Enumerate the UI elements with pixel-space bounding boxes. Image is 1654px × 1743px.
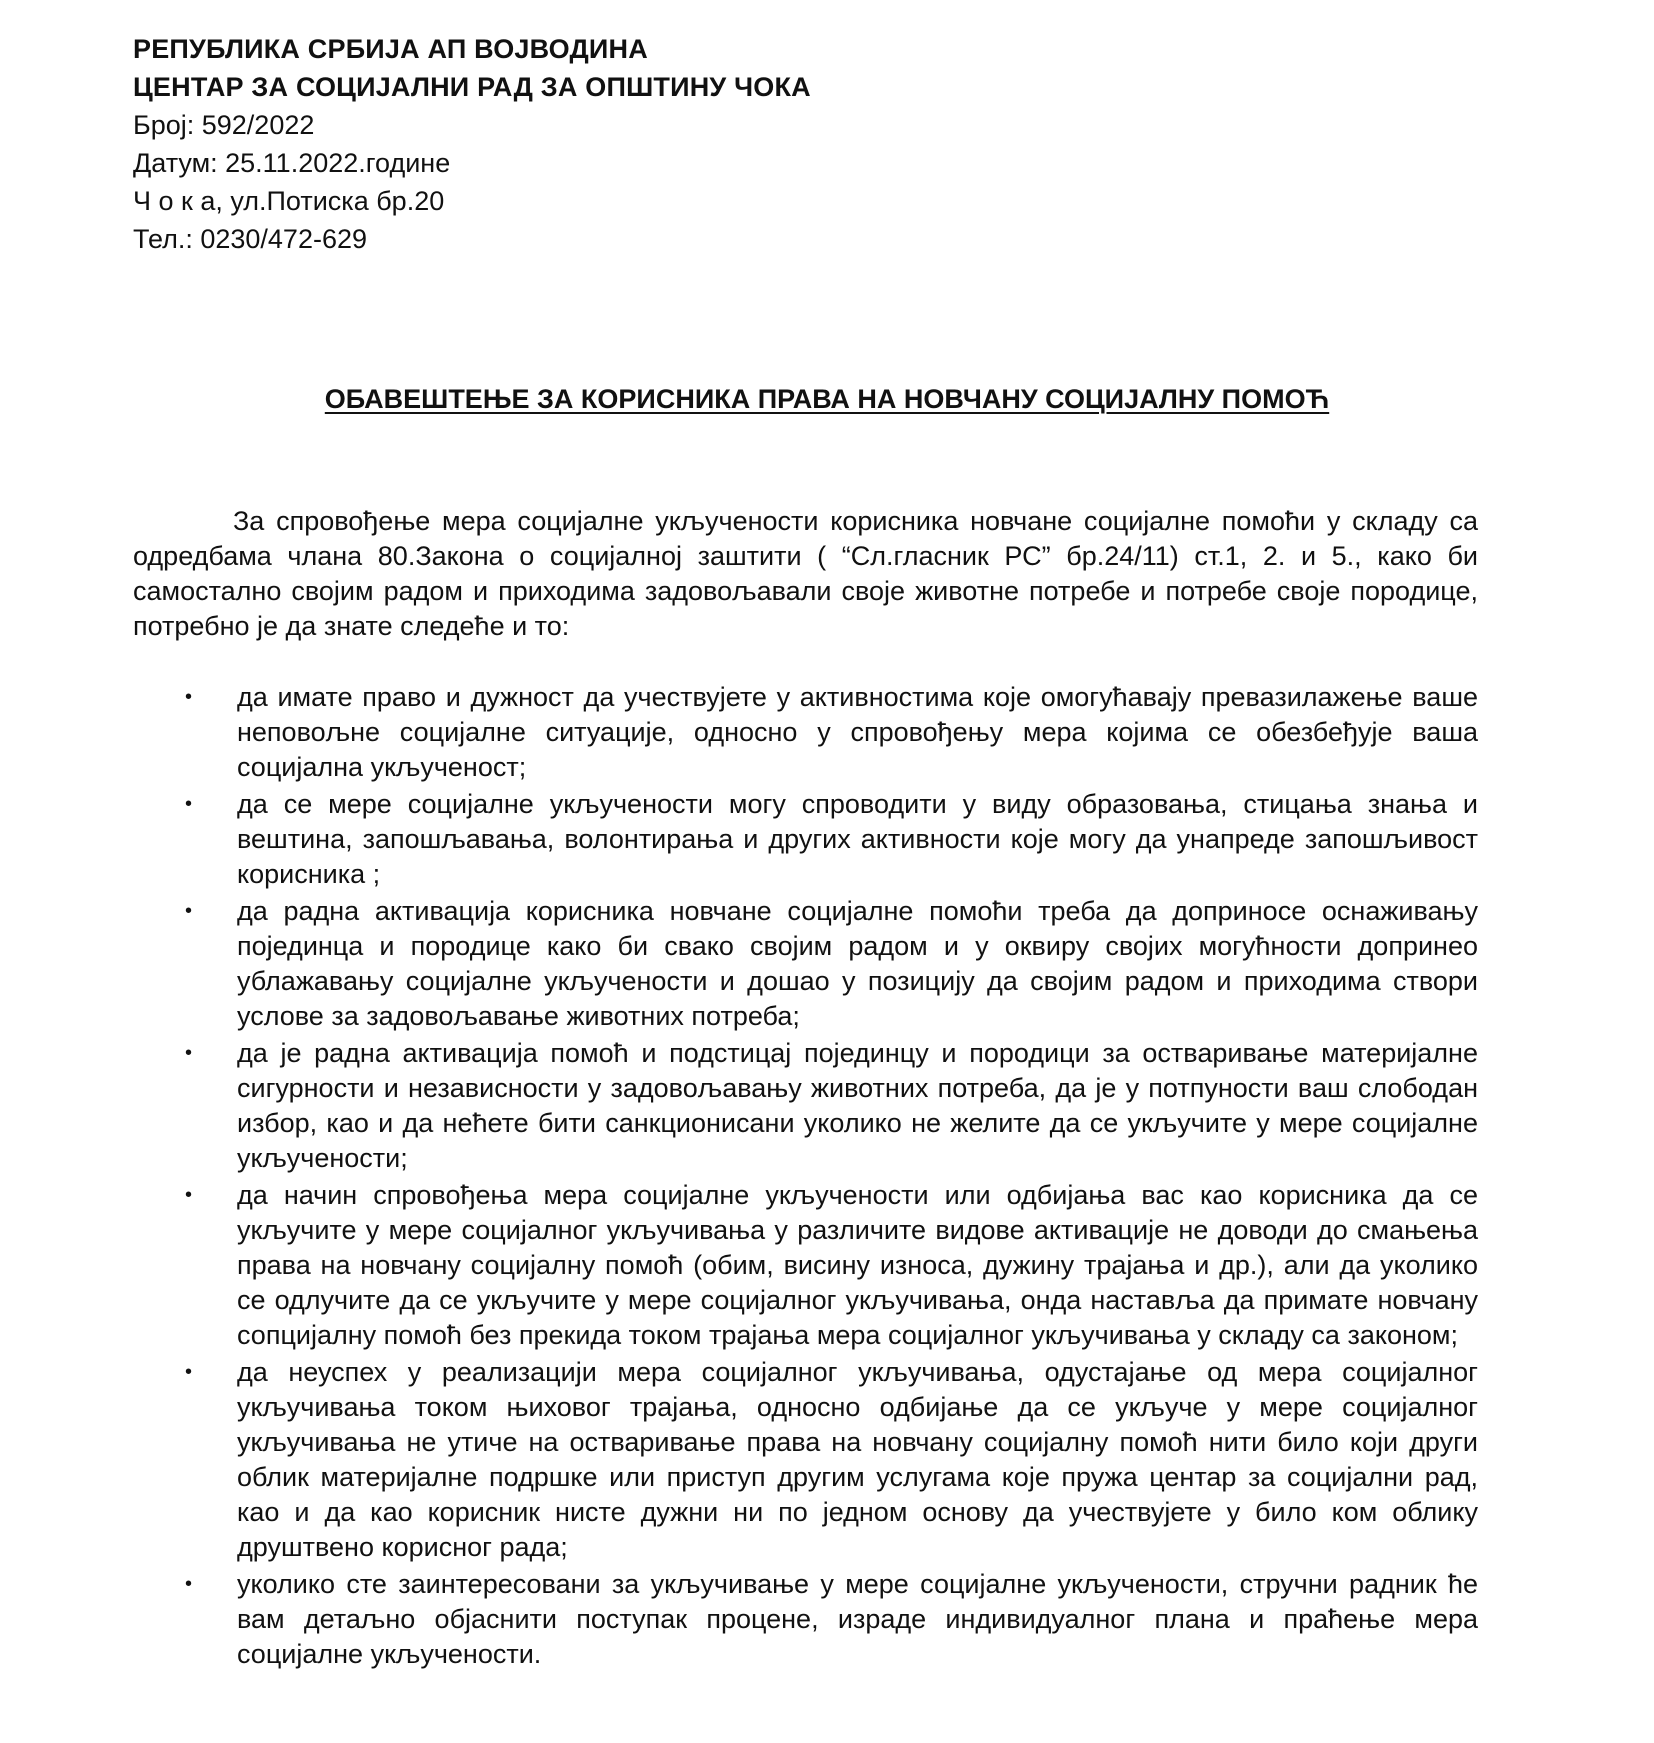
- list-item-text: да радна активација корисника новчане социјалне помоћи треба да доприносе оснаживању појединца и породице како би свако својим радом и у оквиру својих могућности допринео ублажавању социјалне укључености и дошао у позицију да својим радом и приходима створи услове за задовољавање животних потреба;: [237, 896, 1478, 1031]
- list-item: [133, 787, 1478, 892]
- list-item-text: да имате право и дужност да учествујете у активностима које омогућавају превазилажење ваше неповољне социјалне ситуације, односно у спровођењу мера којима се обезбеђује ваша социјална укљученост;: [237, 682, 1478, 782]
- list-item: [133, 894, 1478, 1034]
- document-title-wrapper: [0, 384, 1654, 415]
- document-title: ОБАВЕШТЕЊЕ ЗА КОРИСНИКА ПРАВА НА НОВЧАНУ СОЦИЈАЛНУ ПОМОЋ: [324, 384, 1330, 414]
- list-item: [133, 1036, 1478, 1176]
- office-phone: Тел.: 0230/472-629: [133, 224, 368, 254]
- intro-paragraph: За спровођење мера социјалне укључености корисника новчане социјалне помоћи у складу са одредбама члана 80.Закона о социјалној заштити ( “Сл.гласник РС” бр.24/11) ст.1, 2. и 5., како би самостално својим радом и приходима задовољавали своје животне потребе и потребе своје породице, потребно је да знате следеће и то:: [133, 506, 1478, 641]
- bullet-list: [133, 680, 1478, 1674]
- bullet-icon: •: [185, 1361, 193, 1383]
- document-date: Датум: 25.11.2022.године: [133, 148, 451, 178]
- bullet-icon: •: [185, 686, 193, 708]
- org-line-republic: РЕПУБЛИКА СРБИЈА АП ВОЈВОДИНА: [133, 34, 648, 64]
- list-item-text: да начин спровођења мера социјалне укључености или одбијања вас као корисника да се укључите у мере социјалног укључивања у различите видове активације не доводи до смањења права на новчану социјалну помоћ (обим, висину износа, дужину трајања и др.), али да уколико се одлучите да се укључите у мере социјалног укључивања, онда наставља да примате новчану сопцијалну помоћ без прекида током трајања мера социјалног укључивања у складу са законом;: [237, 1180, 1478, 1350]
- office-address: Ч о к а, ул.Потиска бр.20: [133, 186, 445, 216]
- bullet-icon: •: [185, 793, 193, 815]
- list-item-text: да неуспех у реализацији мера социјалног укључивања, одустајање од мера социјалног укључивања током њиховог трајања, односно одбијање да се укључе у мере социјалног укључивања не утиче на остваривање права на новчану социјалну помоћ нити било који други облик материјалне подршке или приступ другим услугама које пружа центар за социјални рад, као и да као корисник нисте дужни ни по једном основу да учествујете у било ком облику друштвено корисног рада;: [237, 1357, 1478, 1562]
- list-item-text: да се мере социјалне укључености могу спроводити у виду образовања, стицања знања и вештина, запошљавања, волонтирања и других активности које могу да унапреде запошљивост корисника ;: [237, 789, 1478, 889]
- bullet-icon: •: [185, 1042, 193, 1064]
- org-line-center: ЦЕНТАР ЗА СОЦИЈАЛНИ РАД ЗА ОПШТИНУ ЧОКА: [133, 72, 811, 102]
- list-item: [133, 680, 1478, 785]
- list-item: [133, 1567, 1478, 1672]
- list-item: [133, 1178, 1478, 1353]
- bullet-icon: •: [185, 900, 193, 922]
- list-item-text: уколико сте заинтересовани за укључивање у мере социјалне укључености, стручни радник ће вам детаљно објаснити поступак процене, израде индивидуалног плана и праћење мера социјалне укључености.: [237, 1569, 1478, 1669]
- list-item: [133, 1355, 1478, 1565]
- bullet-icon: •: [185, 1573, 193, 1595]
- document-number: Број: 592/2022: [133, 110, 315, 140]
- bullet-icon: •: [185, 1184, 193, 1206]
- document-header: [133, 30, 811, 258]
- list-item-text: да је радна активација помоћ и подстицај појединцу и породици за остваривање материјалне сигурности и независности у задовољавању животних потреба, да је у потпуности ваш слободан избор, као и да нећете бити санкционисани уколико не желите да се укључите у мере социјалне укључености;: [237, 1038, 1478, 1173]
